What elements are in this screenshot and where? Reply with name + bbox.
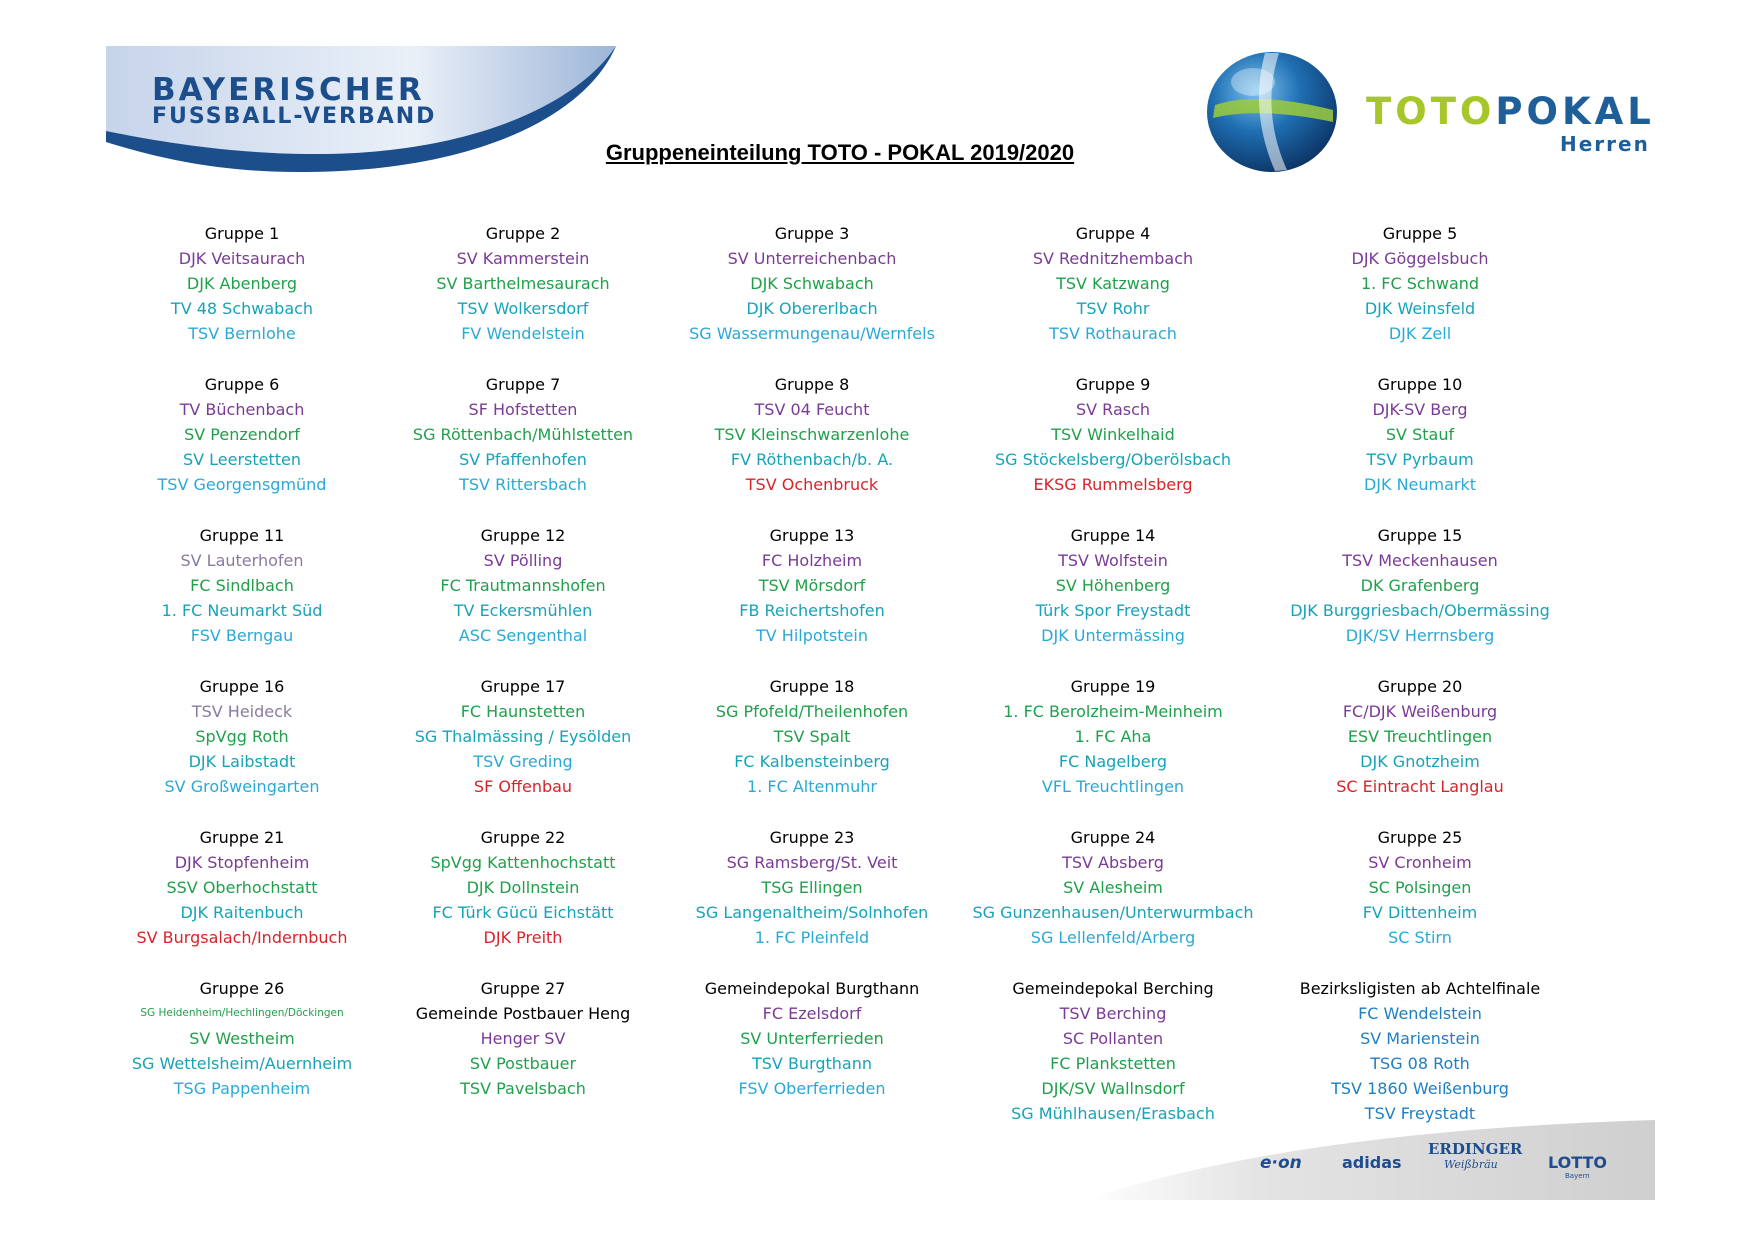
team-entry: SV Leerstetten [182,450,302,469]
group-block [1270,674,1570,799]
team-entry: TSV 1860 Weißenburg [1331,1079,1509,1098]
group-name: Gruppe 22 [480,828,566,847]
team-entry: SG Lellenfeld/Arberg [1030,928,1196,947]
group-block [92,976,392,1101]
group-block [963,372,1263,497]
group-name: Gruppe 5 [1382,224,1458,243]
team-entry: TSG Pappenheim [173,1079,311,1098]
team-entry: TV 48 Schwabach [170,299,314,318]
lotto-logo: LOTTO [1548,1153,1608,1172]
team-entry: SV Penzendorf [184,425,300,444]
group-name: Gruppe 12 [480,526,566,545]
group-name: Gemeindepokal Burgthann [704,979,920,998]
team-entry: FC Kalbensteinberg [734,752,890,771]
globe-icon [1205,50,1340,175]
team-entry: DJK Zell [1388,324,1452,343]
team-entry: TSV Meckenhausen [1342,551,1498,570]
team-entry: SC Eintracht Langlau [1336,777,1504,796]
team-entry: TSV Katzwang [1056,274,1170,293]
team-entry: TSV Burgthann [751,1054,873,1073]
team-entry: FV Wendelstein [461,324,585,343]
team-entry: SG Mühlhausen/Erasbach [1011,1104,1215,1123]
group-block [662,523,962,648]
group-block [1270,976,1570,1126]
group-block [92,825,392,950]
team-entry: FC Sindlbach [190,576,294,595]
team-entry: SC Stirn [1388,928,1452,947]
team-entry: FC Haunstetten [460,702,586,721]
group-block [963,221,1263,346]
team-entry: DJK-SV Berg [1372,400,1468,419]
group-name: Gruppe 18 [769,677,855,696]
team-entry: TSV Heideck [191,702,293,721]
group-block [1270,825,1570,950]
group-block [373,976,673,1101]
team-entry: VFL Treuchtlingen [1041,777,1185,796]
group-block [963,523,1263,648]
team-entry: DJK Obererlbach [746,299,878,318]
team-entry: TSV Freystadt [1364,1104,1476,1123]
team-entry: DJK/SV Wallnsdorf [1041,1079,1185,1098]
team-entry: DJK Laibstadt [188,752,296,771]
team-entry: DJK Preith [483,928,563,947]
team-entry: 1. FC Berolzheim-Meinheim [1003,702,1223,721]
group-name: Gruppe 19 [1070,677,1156,696]
team-entry: FC Ezelsdorf [762,1004,862,1023]
team-entry: TSV Rothaurach [1049,324,1177,343]
team-entry: DJK Neumarkt [1363,475,1477,494]
totopokal-subtitle: Herren [1560,132,1650,156]
team-entry: FC Nagelberg [1058,752,1168,771]
team-entry: DJK Dollnstein [466,878,580,897]
group-name: Gruppe 9 [1075,375,1151,394]
group-block [963,825,1263,950]
team-entry: TV Büchenbach [179,400,305,419]
team-entry: TSV Wolfstein [1058,551,1168,570]
eon-logo: e·on [1260,1153,1302,1173]
team-entry: SSV Oberhochstatt [166,878,318,897]
page-title: Gruppeneinteilung TOTO - POKAL 2019/2020 [605,140,1075,165]
team-entry: TV Hilpotstein [756,626,868,645]
team-entry: SG Heidenheim/Hechlingen/Döckingen [140,1007,344,1019]
group-name: Gruppe 10 [1377,375,1463,394]
group-block [1270,221,1570,346]
group-block [373,372,673,497]
team-entry: SG Pfofeld/Theilenhofen [715,702,909,721]
team-entry: SV Westheim [189,1029,295,1048]
group-block [92,674,392,799]
team-entry: TSV Ochenbruck [745,475,879,494]
group-name: Gruppe 20 [1377,677,1463,696]
team-entry: FSV Oberferrieden [738,1079,886,1098]
totopokal-pokal: POKAL [1495,90,1655,133]
team-entry: SG Röttenbach/Mühlstetten [412,425,634,444]
erdinger-sub: Weißbräu [1444,1158,1498,1171]
team-entry: TSV 04 Feucht [754,400,870,419]
team-entry: SpVgg Kattenhochstatt [430,853,616,872]
team-entry: DJK Veitsaurach [178,249,306,268]
team-entry: SV Unterreichenbach [727,249,897,268]
adidas-logo: adidas [1342,1153,1402,1172]
group-name: Gruppe 24 [1070,828,1156,847]
team-entry: DJK Stopfenheim [174,853,310,872]
team-entry: SG Wettelsheim/Auernheim [131,1054,353,1073]
totopokal-toto: TOTO [1366,90,1496,133]
group-block [92,523,392,648]
group-block [662,825,962,950]
team-entry: TSV Wolkersdorf [457,299,589,318]
team-entry: SG Langenaltheim/Solnhofen [695,903,929,922]
group-block [662,976,962,1101]
team-entry: TSV Bernlohe [188,324,296,343]
group-name: Gruppe 15 [1377,526,1463,545]
team-entry: SV Postbauer [469,1054,577,1073]
team-entry: SV Cronheim [1368,853,1472,872]
group-name: Gruppe 14 [1070,526,1156,545]
team-entry: FC/DJK Weißenburg [1342,702,1498,721]
group-name: Gruppe 26 [199,979,285,998]
team-entry: 1. FC Pleinfeld [754,928,870,947]
group-name: Gruppe 27 [480,979,566,998]
group-block [373,674,673,799]
team-entry: TSV Pavelsbach [460,1079,586,1098]
bfv-logo-line2: FUSSBALL-VERBAND [152,104,437,129]
team-entry: TSV Spalt [773,727,851,746]
group-block [662,372,962,497]
group-name: Bezirksligisten ab Achtelfinale [1299,979,1541,998]
team-entry: SG Thalmässing / Eysölden [414,727,632,746]
team-entry: TSV Pyrbaum [1366,450,1474,469]
team-entry: FC Wendelstein [1358,1004,1482,1023]
team-entry: SG Ramsberg/St. Veit [726,853,898,872]
team-entry: 1. FC Aha [1074,727,1152,746]
team-entry: SV Rednitzhembach [1032,249,1194,268]
team-entry: SV Großweingarten [164,777,320,796]
group-name: Gruppe 6 [204,375,280,394]
team-entry: SV Kammerstein [456,249,590,268]
team-entry: SV Rasch [1075,400,1151,419]
team-entry: TSG 08 Roth [1370,1054,1470,1073]
group-name: Gruppe 25 [1377,828,1463,847]
team-entry: FV Dittenheim [1362,903,1478,922]
team-entry: TSG Ellingen [761,878,863,897]
group-name: Gruppe 21 [199,828,285,847]
group-name: Gruppe 7 [485,375,561,394]
team-entry: DJK Göggelsbuch [1351,249,1489,268]
group-name: Gruppe 8 [774,375,850,394]
group-name: Gruppe 4 [1075,224,1151,243]
team-entry: DJK/SV Herrnsberg [1345,626,1495,645]
group-name: Gruppe 23 [769,828,855,847]
team-entry: TSV Rittersbach [459,475,587,494]
team-entry: DJK Burggriesbach/Obermässing [1290,601,1550,620]
team-entry: Gemeinde Postbauer Heng [415,1004,631,1023]
team-entry: FC Plankstetten [1050,1054,1176,1073]
group-name: Gruppe 11 [199,526,285,545]
team-entry: SG Gunzenhausen/Unterwurmbach [972,903,1254,922]
team-entry: SC Polsingen [1368,878,1472,897]
team-entry: TSV Absberg [1062,853,1164,872]
team-entry: SC Pollanten [1062,1029,1164,1048]
team-entry: 1. FC Schwand [1360,274,1480,293]
team-entry: 1. FC Neumarkt Süd [161,601,323,620]
team-entry: SG Wassermungenau/Wernfels [689,324,935,343]
team-entry: DJK Untermässing [1041,626,1185,645]
team-entry: SF Hofstetten [468,400,578,419]
team-entry: SV Stauf [1385,425,1455,444]
group-name: Gruppe 13 [769,526,855,545]
group-name: Gemeindepokal Berching [1012,979,1214,998]
group-block [92,372,392,497]
group-block [373,221,673,346]
group-name: Gruppe 1 [204,224,280,243]
lotto-sub: Bayern [1565,1172,1590,1180]
team-entry: SV Höhenberg [1055,576,1171,595]
team-entry: TSV Kleinschwarzenlohe [714,425,910,444]
team-entry: FC Holzheim [761,551,863,570]
team-entry: Henger SV [480,1029,566,1048]
team-entry: SV Burgsalach/Indernbuch [136,928,348,947]
team-entry: FC Türk Gücü Eichstätt [432,903,614,922]
bfv-logo-line1: BAYERISCHER [152,72,425,108]
team-entry: SV Lauterhofen [180,551,304,570]
group-name: Gruppe 3 [774,224,850,243]
team-entry: SG Stöckelsberg/Oberölsbach [994,450,1232,469]
team-entry: DJK Gnotzheim [1360,752,1480,771]
team-entry: TSV Winkelhaid [1051,425,1175,444]
group-block [662,221,962,346]
group-name: Gruppe 16 [199,677,285,696]
team-entry: DJK Weinsfeld [1364,299,1476,318]
group-block [1270,523,1570,648]
team-entry: DJK Abenberg [186,274,298,293]
team-entry: FV Röthenbach/b. A. [730,450,894,469]
team-entry: DK Grafenberg [1360,576,1480,595]
team-entry: SV Alesheim [1063,878,1163,897]
team-entry: SV Pfaffenhofen [459,450,587,469]
team-entry: TSV Mörsdorf [758,576,866,595]
team-entry: Türk Spor Freystadt [1035,601,1191,620]
team-entry: SpVgg Roth [195,727,289,746]
team-entry: SV Marienstein [1360,1029,1480,1048]
team-entry: FC Trautmannshofen [440,576,606,595]
team-entry: DJK Raitenbuch [180,903,304,922]
erdinger-logo: ERDINGER [1428,1140,1523,1158]
team-entry: TSV Rohr [1076,299,1150,318]
group-name: Gruppe 17 [480,677,566,696]
team-entry: SV Pölling [483,551,563,570]
group-block [662,674,962,799]
totopokal-logo-text [1366,90,1655,133]
team-entry: 1. FC Altenmuhr [747,777,877,796]
group-name: Gruppe 2 [485,224,561,243]
team-entry: SV Barthelmesaurach [436,274,610,293]
group-block [373,825,673,950]
group-block [92,221,392,346]
team-entry: ESV Treuchtlingen [1347,727,1493,746]
team-entry: TSV Georgensgmünd [157,475,327,494]
team-entry: TSV Berching [1059,1004,1167,1023]
team-entry: EKSG Rummelsberg [1033,475,1193,494]
group-block [963,674,1263,799]
group-block [1270,372,1570,497]
team-entry: ASC Sengenthal [458,626,588,645]
team-entry: TSV Greding [473,752,573,771]
team-entry: DJK Schwabach [750,274,874,293]
team-entry: FB Reichertshofen [739,601,885,620]
group-block [963,976,1263,1126]
team-entry: TV Eckersmühlen [453,601,593,620]
team-entry: SV Unterferrieden [740,1029,884,1048]
group-block [373,523,673,648]
team-entry: FSV Berngau [190,626,294,645]
team-entry: SF Offenbau [473,777,573,796]
